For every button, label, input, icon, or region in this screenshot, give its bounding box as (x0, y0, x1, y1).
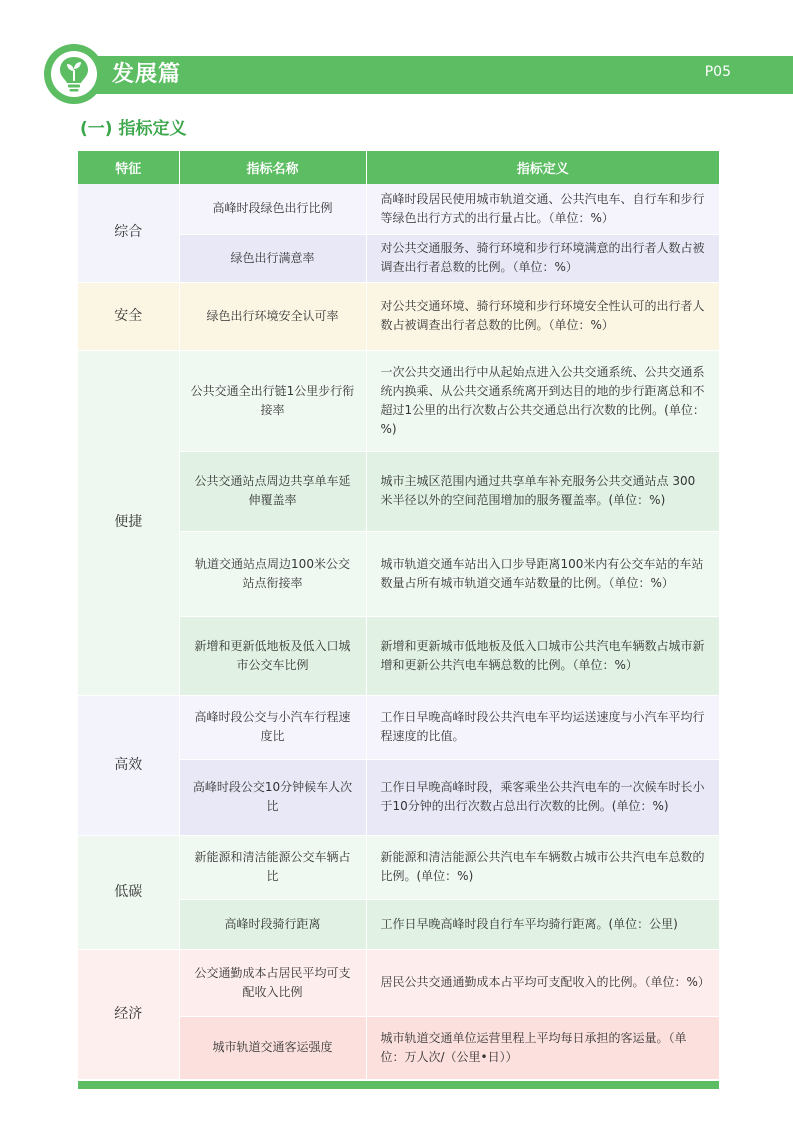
definition-cell: 高峰时段居民使用城市轨道交通、公共汽电车、自行车和步行等绿色出行方式的出行量占比。（单位：%） (366, 184, 719, 234)
indicator-name-cell: 高峰时段公交10分钟候车人次比 (179, 759, 366, 835)
section-title: (一) 指标定义 (80, 119, 187, 139)
indicator-name-cell: 绿色出行环境安全认可率 (179, 282, 366, 350)
indicator-name-cell: 高峰时段骑行距离 (179, 899, 366, 949)
definition-cell: 工作日早晚高峰时段公共汽电车平均运送速度与小汽车平均行程速度的比值。 (366, 695, 719, 759)
feature-cell: 高效 (78, 695, 179, 835)
table-header-row (78, 151, 719, 184)
header-banner (74, 56, 793, 94)
definition-cell: 新增和更新城市低地板及低入口城市公共汽电车辆数占城市新增和更新公共汽电车辆总数的比例。（单位：%） (366, 616, 719, 695)
indicator-name-cell: 公共交通全出行链1公里步行衔接率 (179, 350, 366, 451)
table-row (78, 949, 719, 1016)
definition-cell: 城市轨道交通单位运营里程上平均每日承担的客运量。（单位：万人次/（公里•日）） (366, 1016, 719, 1079)
table-row (78, 184, 719, 234)
indicator-table (78, 151, 719, 1080)
table-row (78, 695, 719, 759)
table-row (78, 282, 719, 350)
definition-cell: 一次公共交通出行中从起始点进入公共交通系统、公共交通系统内换乘、从公共交通系统离开到达目的地的步行距离总和不超过1公里的出行次数占公共交通总出行次数的比例。(单位：%) (366, 350, 719, 451)
feature-cell: 便捷 (78, 350, 179, 695)
lightbulb-sprout-icon (57, 55, 91, 93)
definition-cell: 对公共交通环境、骑行环境和步行环境安全性认可的出行者人数占被调查出行者总数的比例。（单位：%） (366, 282, 719, 350)
column-header-feature: 特征 (78, 151, 179, 184)
page-number: P05 (704, 64, 731, 80)
definition-cell: 工作日早晚高峰时段自行车平均骑行距离。(单位：公里) (366, 899, 719, 949)
table-row (78, 350, 719, 451)
feature-cell: 安全 (78, 282, 179, 350)
indicator-name-cell: 城市轨道交通客运强度 (179, 1016, 366, 1079)
definition-cell: 工作日早晚高峰时段，乘客乘坐公共汽电车的一次候车时长小于10分钟的出行次数占总出行次数的比例。(单位：%) (366, 759, 719, 835)
indicator-name-cell: 绿色出行满意率 (179, 234, 366, 282)
definition-cell: 对公共交通服务、骑行环境和步行环境满意的出行者人数占被调查出行者总数的比例。（单位：%） (366, 234, 719, 282)
indicator-name-cell: 公交通勤成本占居民平均可支配收入比例 (179, 949, 366, 1016)
indicator-name-cell: 新能源和清洁能源公交车辆占比 (179, 835, 366, 899)
chapter-title: 发展篇 (112, 62, 182, 87)
column-header-definition: 指标定义 (366, 151, 719, 184)
indicator-name-cell: 新增和更新低地板及低入口城市公交车比例 (179, 616, 366, 695)
feature-cell: 经济 (78, 949, 179, 1079)
feature-cell: 低碳 (78, 835, 179, 949)
definition-cell: 居民公共交通通勤成本占平均可支配收入的比例。（单位：%） (366, 949, 719, 1016)
definition-cell: 新能源和清洁能源公共汽电车车辆数占城市公共汽电车总数的比例。(单位：%) (366, 835, 719, 899)
indicator-name-cell: 轨道交通站点周边100米公交站点衔接率 (179, 531, 366, 616)
definition-cell: 城市轨道交通车站出入口步导距离100米内有公交车站的车站数量占所有城市轨道交通车站数量的比例。（单位：%） (366, 531, 719, 616)
table-bottom-bar (78, 1081, 719, 1089)
feature-cell: 综合 (78, 184, 179, 282)
indicator-name-cell: 公共交通站点周边共享单车延伸覆盖率 (179, 451, 366, 531)
column-header-indicator-name: 指标名称 (179, 151, 366, 184)
indicator-name-cell: 高峰时段绿色出行比例 (179, 184, 366, 234)
definition-cell: 城市主城区范围内通过共享单车补充服务公共交通站点 300米半径以外的空间范围增加的服务覆盖率。(单位：%) (366, 451, 719, 531)
indicator-name-cell: 高峰时段公交与小汽车行程速度比 (179, 695, 366, 759)
table-row (78, 835, 719, 899)
